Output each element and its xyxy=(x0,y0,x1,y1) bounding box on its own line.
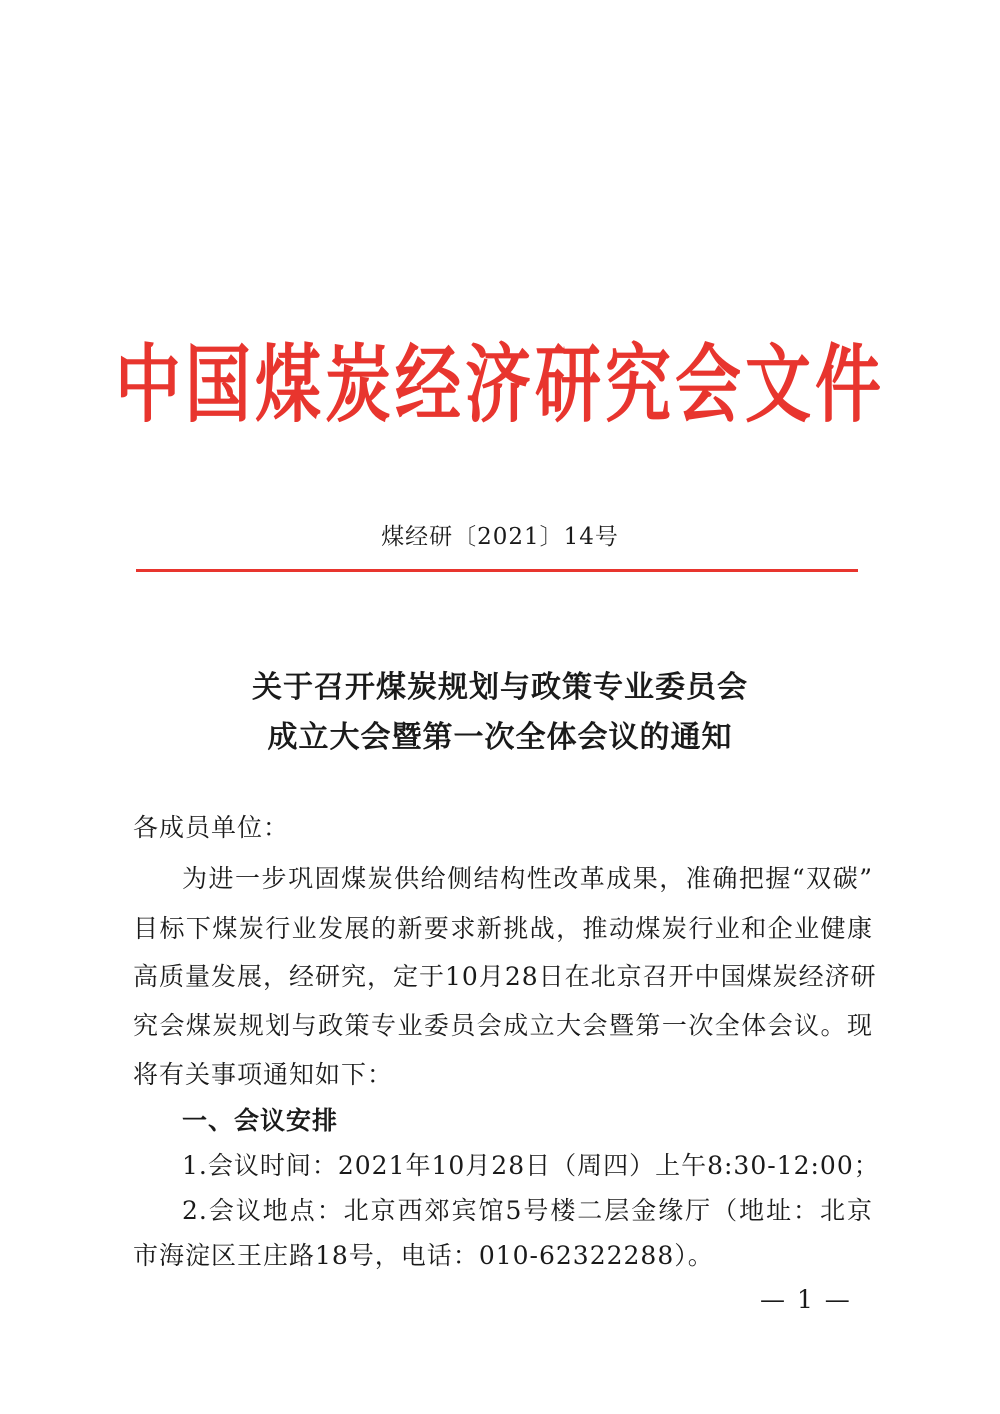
notice-title-line-2: 成立大会暨第一次全体会议的通知 xyxy=(267,720,733,755)
section-heading: 一、会议安排 xyxy=(182,1106,339,1135)
arrangement-item-location-cont: 市海淀区王庄路18号，电话：010-62322288）。 xyxy=(133,1241,714,1270)
paragraph-line: 目标下煤炭行业发展的新要求新挑战，推动煤炭行业和企业健康 xyxy=(133,914,873,943)
document-number: 煤经研〔2021〕14号 xyxy=(381,524,619,550)
arrangement-item-time: 1.会议时间：2021年10月28日（周四）上午8:30-12:00； xyxy=(182,1151,880,1180)
paragraph-line: 高质量发展，经研究，定于10月28日在北京召开中国煤炭经济研 xyxy=(133,962,877,991)
org-header-title: 中国煤炭经济研究会文件 xyxy=(115,335,885,435)
salutation: 各成员单位： xyxy=(133,813,290,842)
paragraph-line: 为进一步巩固煤炭供给侧结构性改革成果，准确把握“双碳” xyxy=(182,864,873,893)
paragraph-line: 将有关事项通知如下： xyxy=(133,1060,394,1089)
page-number: — 1 — xyxy=(760,1285,852,1314)
arrangement-item-location: 2.会议地点：北京西郊宾馆5号楼二层金缘厅（地址：北京 xyxy=(182,1196,873,1225)
paragraph-line: 究会煤炭规划与政策专业委员会成立大会暨第一次全体会议。现 xyxy=(133,1011,873,1040)
notice-title-line-1: 关于召开煤炭规划与政策专业委员会 xyxy=(252,670,748,705)
red-divider-line xyxy=(136,569,858,572)
